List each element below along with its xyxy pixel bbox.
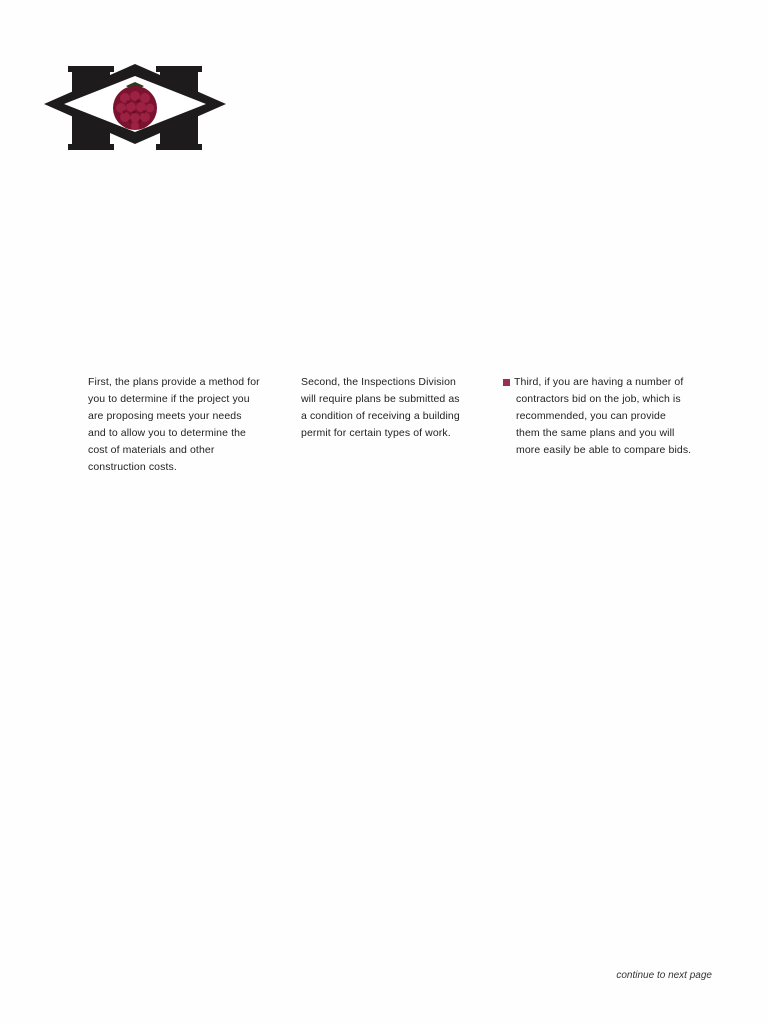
column-2-paragraph [301, 374, 481, 442]
column-1-paragraph [88, 374, 278, 476]
text-line: permit for certain types of work. [301, 427, 451, 439]
square-bullet-icon [503, 379, 510, 386]
text-line: will require plans be submitted as [301, 393, 460, 405]
text-line: First, the plans provide a method for [88, 376, 260, 388]
text-line: cost of materials and other [88, 444, 215, 456]
text-line: and to allow you to determine the [88, 427, 246, 439]
text-column-1 [88, 374, 278, 476]
text-line: them the same plans and you will [516, 427, 675, 439]
text-line: more easily be able to compare bids. [516, 444, 692, 456]
text-column-2 [301, 374, 481, 442]
text-line: you to determine if the project you [88, 393, 250, 405]
raspberry-diamond-logo [42, 62, 228, 154]
text-line: a condition of receiving a building [301, 410, 460, 422]
column-3-paragraph [503, 374, 713, 459]
text-line: Third, if you are having a number of [514, 376, 684, 388]
text-line: construction costs. [88, 461, 177, 473]
text-line: recommended, you can provide [516, 410, 666, 422]
text-line: Second, the Inspections Division [301, 376, 456, 388]
text-line: contractors bid on the job, which is [516, 393, 681, 405]
continue-footer-note: continue to next page [616, 970, 712, 981]
text-line: are proposing meets your needs [88, 410, 242, 422]
text-column-3 [503, 374, 713, 459]
